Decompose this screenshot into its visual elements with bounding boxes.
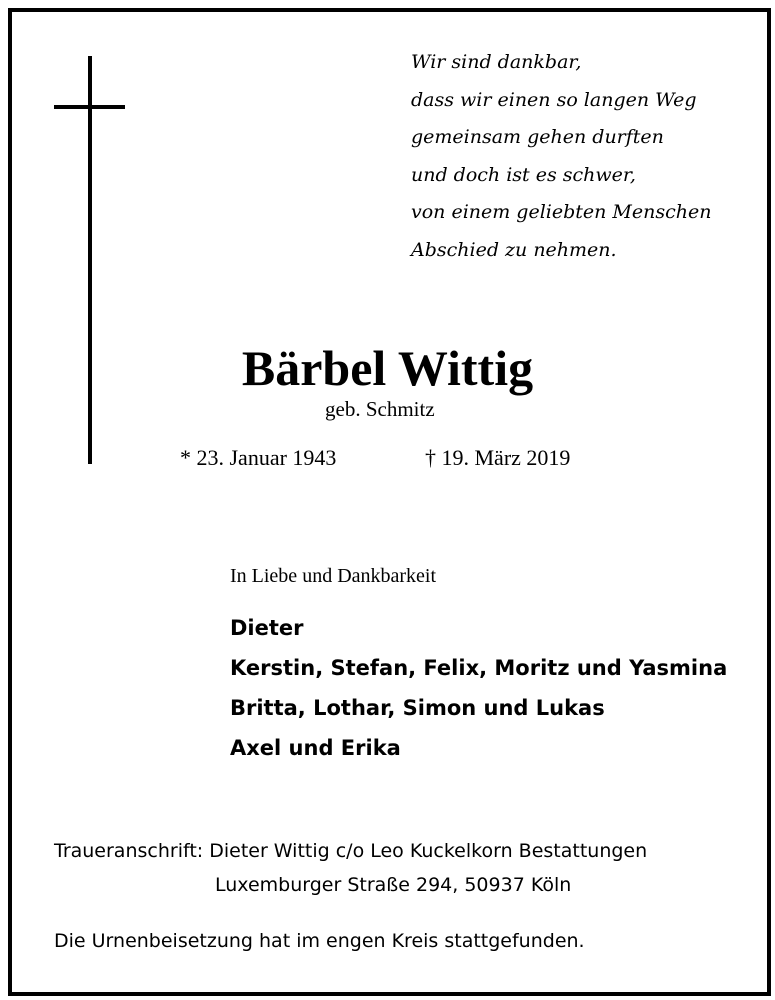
- mourning-address-street: Luxemburger Straße 294, 50937 Köln: [215, 874, 572, 896]
- poem-line: Wir sind dankbar,: [411, 51, 582, 73]
- poem: [411, 44, 711, 269]
- death-date: † 19. März 2019: [425, 445, 571, 470]
- cross-icon: [88, 56, 92, 464]
- maiden-name: geb. Schmitz: [325, 397, 435, 421]
- mourners-list: [230, 608, 727, 768]
- mourning-address-line: Traueranschrift: Dieter Wittig c/o Leo Kuckelkorn Bestattungen: [54, 840, 648, 862]
- poem-line: von einem geliebten Menschen: [411, 201, 712, 223]
- deceased-name: Bärbel Wittig: [241, 340, 534, 396]
- mourners-intro: In Liebe und Dankbarkeit: [230, 565, 437, 587]
- cross-icon-bar: [54, 105, 125, 109]
- poem-line: dass wir einen so langen Weg: [411, 88, 697, 111]
- mourner-line: Axel und Erika: [230, 736, 401, 760]
- burial-note: Die Urnenbeisetzung hat im engen Kreis stattgefunden.: [54, 930, 585, 952]
- poem-line: Abschied zu nehmen.: [411, 238, 617, 261]
- mourner-line: Britta, Lothar, Simon und Lukas: [230, 696, 605, 720]
- poem-line: gemeinsam gehen durften: [411, 126, 664, 148]
- mourner-line: Dieter: [230, 616, 304, 640]
- poem-line: und doch ist es schwer,: [411, 163, 636, 186]
- mourner-line: Kerstin, Stefan, Felix, Moritz und Yasmina: [230, 656, 728, 680]
- birth-date: * 23. Januar 1943: [180, 445, 337, 470]
